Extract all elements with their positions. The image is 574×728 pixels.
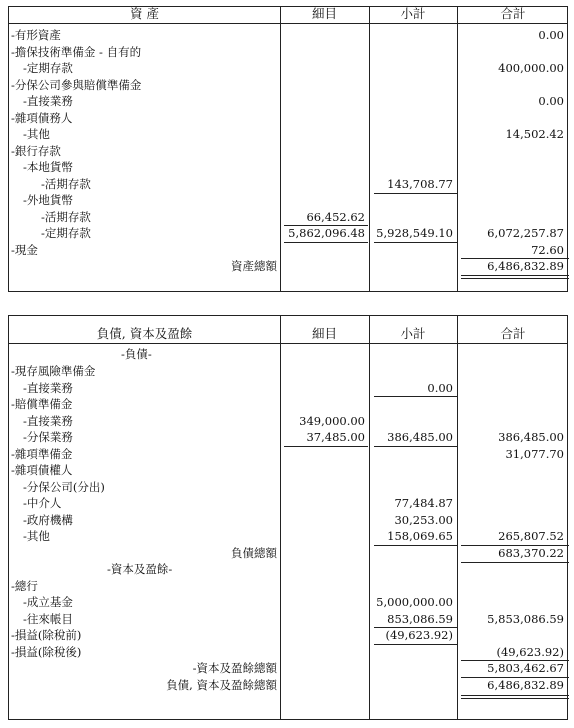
table-row [9,192,567,209]
row-label: -中介人 [23,496,62,510]
table-row [9,660,567,677]
subtotal-value: (49,623.92) [385,628,453,642]
liabilities-table [8,315,568,720]
total-value: 0.00 [538,94,564,108]
row-label: -雜項準備金 [11,446,73,461]
table-row [9,143,567,160]
table-row [9,110,567,127]
table-row [9,126,567,143]
row-label: -其他 [23,529,50,543]
total-value: 6,072,257.87 [487,226,564,240]
table-row [9,479,567,496]
table-row [9,578,567,595]
total-value: 31,077.70 [505,446,564,461]
subtotal-value: 77,484.87 [394,496,453,510]
double-underline [461,695,569,699]
subtotal-value: 158,069.65 [387,529,453,543]
table-row [9,545,567,562]
total-liabilities-label: 負債總額 [231,545,277,560]
capital-section-label: -資本及盈餘- [107,562,173,576]
assets-header [9,7,567,24]
total-value: 386,485.00 [498,430,564,444]
row-label: -定期存款 [41,226,91,240]
detail-column-header: 細目 [311,326,337,341]
row-label: -有形資產 [11,28,61,42]
section-heading [9,346,567,363]
table-row [9,93,567,110]
table-row [9,413,567,430]
row-label: -分保業務 [23,430,73,444]
total-capital-label: -資本及盈餘總額 [192,661,277,675]
subtotal-value: 30,253.00 [394,512,453,527]
table-row [9,396,567,413]
row-label: -往來帳目 [23,611,73,626]
table-row [9,495,567,512]
detail-value: 5,862,096.48 [288,226,365,240]
row-label: -現金 [11,242,38,257]
table-row [9,677,567,694]
row-label: -本地貨幣 [23,160,73,174]
row-label: -擔保技術準備金 - 自有的 [11,44,142,59]
liabilities-title: 負債, 資本及盈餘 [96,326,193,341]
row-label: -直接業務 [23,94,73,108]
total-value: 0.00 [538,28,564,42]
table-row [9,627,567,644]
total-assets-value: 6,486,832.89 [487,259,564,273]
row-label: -總行 [11,578,38,593]
underline [284,225,368,226]
total-column-header: 合計 [500,326,526,341]
row-label: -其他 [23,127,50,141]
total-assets-label: 資產總額 [231,259,277,273]
row-label: -賠償準備金 [11,397,73,411]
total-value: 72.60 [531,242,564,257]
table-row [9,60,567,77]
table-row [9,363,567,380]
table-row [9,225,567,242]
table-row [9,512,567,529]
assets-table [8,6,568,292]
table-row [9,528,567,545]
detail-column-header: 細目 [311,6,337,21]
subtotal-value: 0.00 [427,380,453,395]
subtotal-value: 853,086.59 [387,611,453,626]
row-label: -損益(除稅後) [11,644,82,659]
subtotal-value: 5,000,000.00 [376,595,453,609]
detail-value: 66,452.62 [306,209,365,224]
total-value: 14,502.42 [505,127,564,141]
liabilities-header [9,316,567,344]
row-label: -現存風險準備金 [11,364,96,378]
row-label: -銀行存款 [11,143,61,158]
table-row [9,27,567,44]
table-row [9,258,567,275]
row-label: -政府機構 [23,512,73,527]
assets-title: 資 產 [130,6,159,21]
row-label: -直接業務 [23,380,73,395]
row-label: -活期存款 [41,209,91,224]
row-label: -分保公司參與賠償準備金 [11,77,142,92]
table-row [9,242,567,259]
row-label: -定期存款 [23,61,73,75]
table-row [9,462,567,479]
table-row [9,159,567,176]
subtotal-column-header: 小計 [400,6,426,21]
total-column-header: 合計 [500,6,526,21]
total-value: 400,000.00 [498,61,564,75]
row-label: -成立基金 [23,595,73,609]
table-row [9,644,567,661]
total-value: (49,623.92) [496,644,564,659]
row-label: -雜項債權人 [11,463,73,477]
detail-value: 349,000.00 [299,413,365,428]
table-row [9,446,567,463]
total-capital-value: 5,803,462.67 [487,661,564,675]
grand-total-label: 負債, 資本及盈餘總額 [166,678,277,692]
table-row [9,594,567,611]
subtotal-value: 5,928,549.10 [376,226,453,240]
table-row [9,176,567,193]
total-value: 5,853,086.59 [487,611,564,626]
table-row [9,611,567,628]
table-row [9,77,567,94]
row-label: -雜項債務人 [11,110,73,125]
section-heading [9,561,567,578]
detail-value: 37,485.00 [306,430,365,444]
row-label: -分保公司(分出) [23,479,105,494]
row-label: -直接業務 [23,413,73,428]
subtotal-value: 386,485.00 [387,430,453,444]
total-value: 265,807.52 [498,529,564,543]
row-label: -外地貨幣 [23,193,73,207]
row-label: -活期存款 [41,176,91,191]
subtotal-value: 143,708.77 [387,176,453,191]
liabilities-section-label: -負債- [121,347,152,361]
subtotal-column-header: 小計 [400,326,426,341]
table-row [9,44,567,61]
total-liabilities-value: 683,370.22 [498,545,564,560]
table-row [9,209,567,226]
double-underline [461,275,569,279]
table-row [9,429,567,446]
grand-total-value: 6,486,832.89 [487,678,564,692]
table-row [9,380,567,397]
row-label: -損益(除稅前) [11,628,82,642]
